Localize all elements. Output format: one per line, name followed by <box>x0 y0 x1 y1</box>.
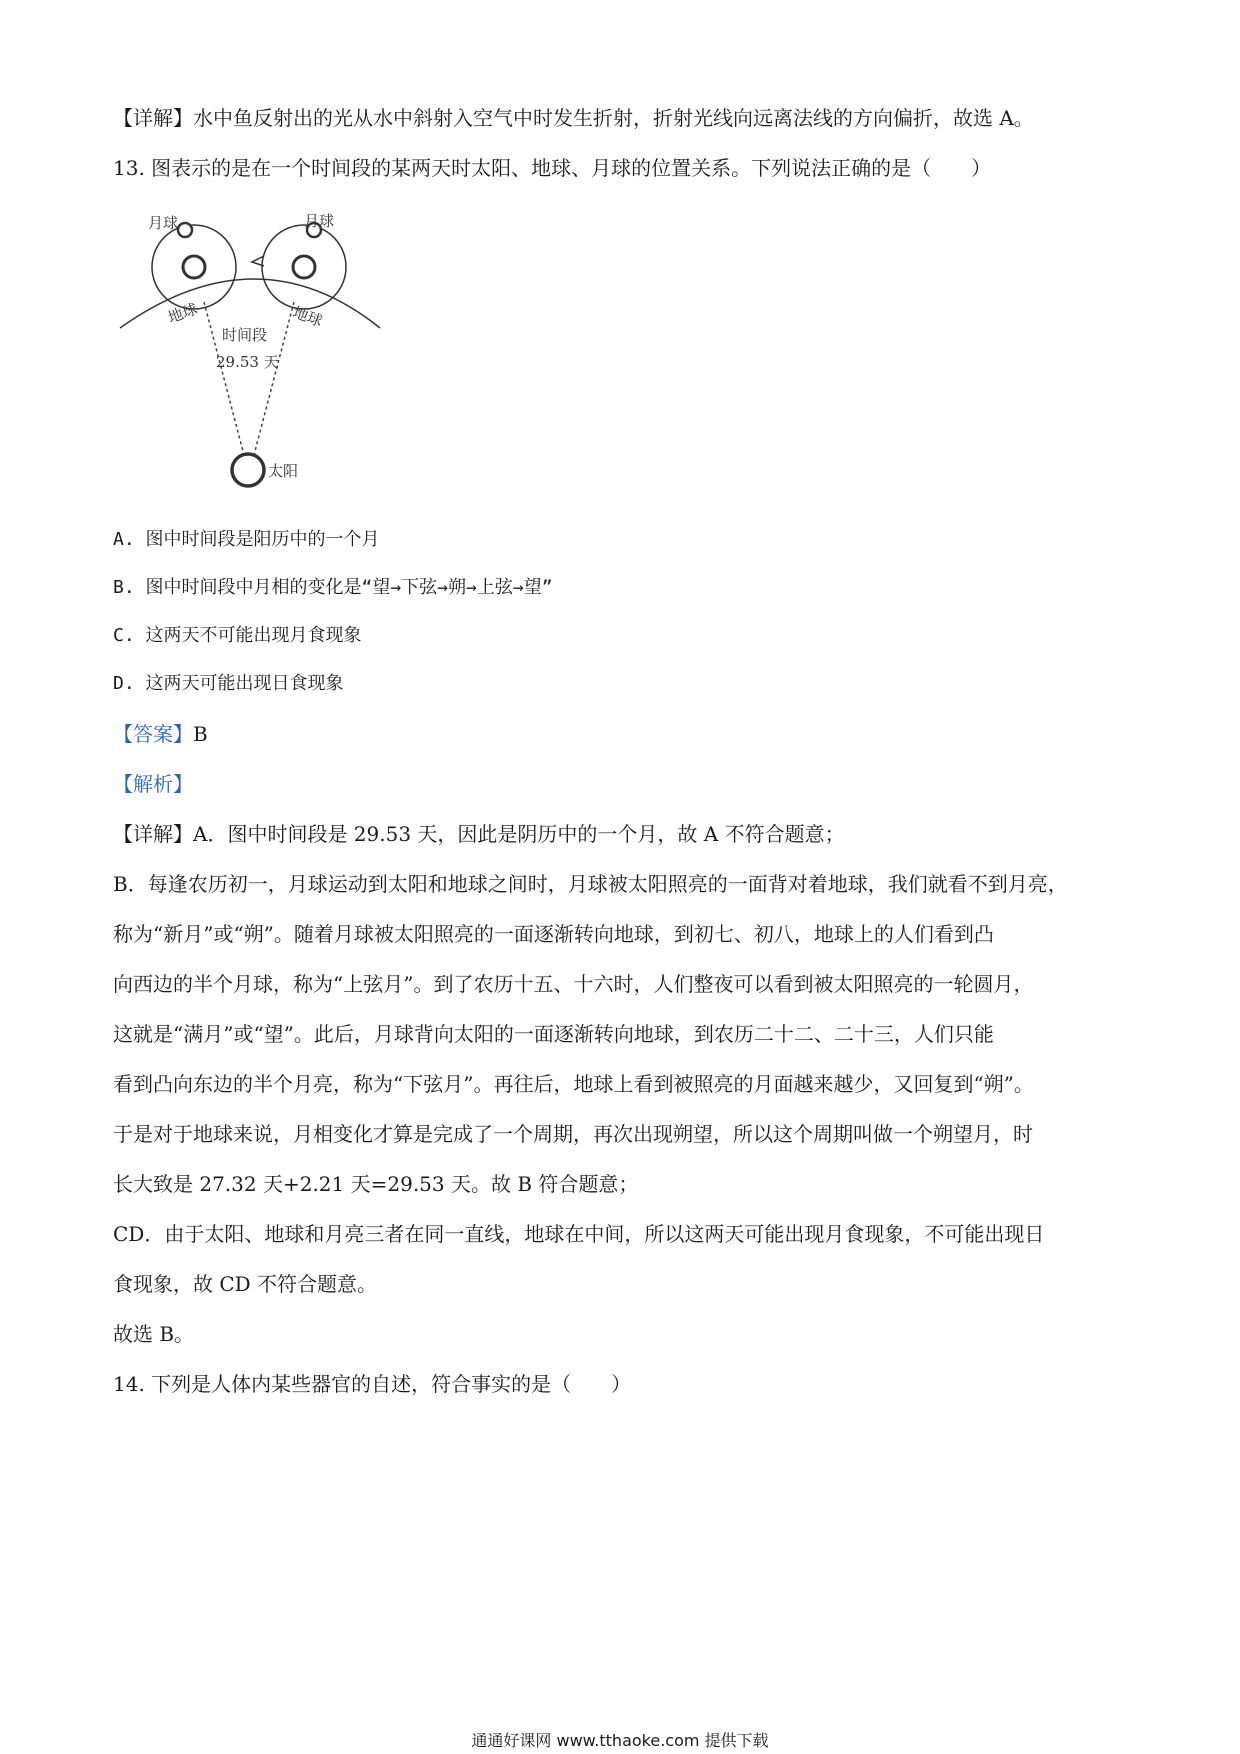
footer-source: 通通好课网 www.tthaoke.com 提供下载 <box>471 1731 769 1750</box>
answer-tag: 【答案】 <box>113 722 193 746</box>
option-d: D. 这两天可能出现日食现象 <box>113 673 344 694</box>
moon-left <box>178 223 192 237</box>
detail-q12: 【详解】水中鱼反射出的光从水中斜射入空气中时发生折射，折射光线向远离法线的方向偏折，故选 A。 <box>113 106 1034 130</box>
option-c: C. 这两天不可能出现月食现象 <box>113 625 362 646</box>
detail-b-1: B．每逢农历初一，月球运动到太阳和地球之间时，月球被太阳照亮的一面背对着地球，我们就看不到月亮， <box>113 872 1068 896</box>
label-period: 时间段 <box>222 326 268 344</box>
answer-value: B <box>193 722 208 746</box>
detail-a: 【详解】A．图中时间段是 29.53 天，因此是阴历中的一个月，故 A 不符合题意； <box>113 822 845 846</box>
detail-cd-1: CD．由于太阳、地球和月亮三者在同一直线，地球在中间，所以这两天可能出现月食现象，不可能出现日 <box>113 1222 1045 1246</box>
detail-b-4: 这就是“满月”或“望”。此后，月球背向太阳的一面逐渐转向地球，到农历二十二、二十三，人们只能 <box>113 1022 994 1046</box>
answer-line <box>113 720 208 748</box>
question-14: 14. 下列是人体内某些器官的自述，符合事实的是（ ） <box>113 1372 632 1396</box>
analysis-tag: 【解析】 <box>113 772 193 796</box>
earth-right <box>293 256 315 278</box>
label-moon-left: 月球 <box>148 214 179 232</box>
earth-left <box>183 256 205 278</box>
final-choice: 故选 B。 <box>113 1322 195 1346</box>
detail-b-5: 看到凸向东边的半个月亮，称为“下弦月”。再往后，地球上看到被照亮的月面越来越少，又回复到“朔”。 <box>113 1072 1034 1096</box>
label-earth-left: 地球 <box>165 299 200 327</box>
dotted-line-left <box>204 302 244 455</box>
option-b: B. 图中时间段中月相的变化是“望→下弦→朔→上弦→望” <box>113 577 553 598</box>
detail-b-2: 称为“新月”或“朔”。随着月球被太阳照亮的一面逐渐转向地球，到初七、初八，地球上的人们看到凸 <box>113 922 994 946</box>
detail-b-6: 于是对于地球来说，月相变化才算是完成了一个周期，再次出现朔望，所以这个周期叫做一个朔望月，时 <box>113 1122 1033 1146</box>
detail-b-3: 向西边的半个月球，称为“上弦月”。到了农历十五、十六时，人们整夜可以看到被太阳照亮的一轮圆月， <box>113 972 1034 996</box>
label-sun: 太阳 <box>268 462 299 480</box>
detail-cd-2: 食现象，故 CD 不符合题意。 <box>113 1272 378 1296</box>
sun <box>232 454 264 486</box>
label-days: 29.53 天 <box>216 353 279 371</box>
label-earth-right: 地球 <box>290 303 325 331</box>
question-13: 13. 图表示的是在一个时间段的某两天时太阳、地球、月球的位置关系。下列说法正确的是（ ） <box>113 156 992 180</box>
detail-b-7: 长大致是 27.32 天+2.21 天=29.53 天。故 B 符合题意； <box>113 1172 639 1196</box>
label-moon-right: 月球 <box>304 212 335 230</box>
sun-earth-moon-diagram <box>118 210 398 500</box>
option-a: A. 图中时间段是阳历中的一个月 <box>113 529 380 550</box>
dotted-line-right <box>254 302 294 455</box>
